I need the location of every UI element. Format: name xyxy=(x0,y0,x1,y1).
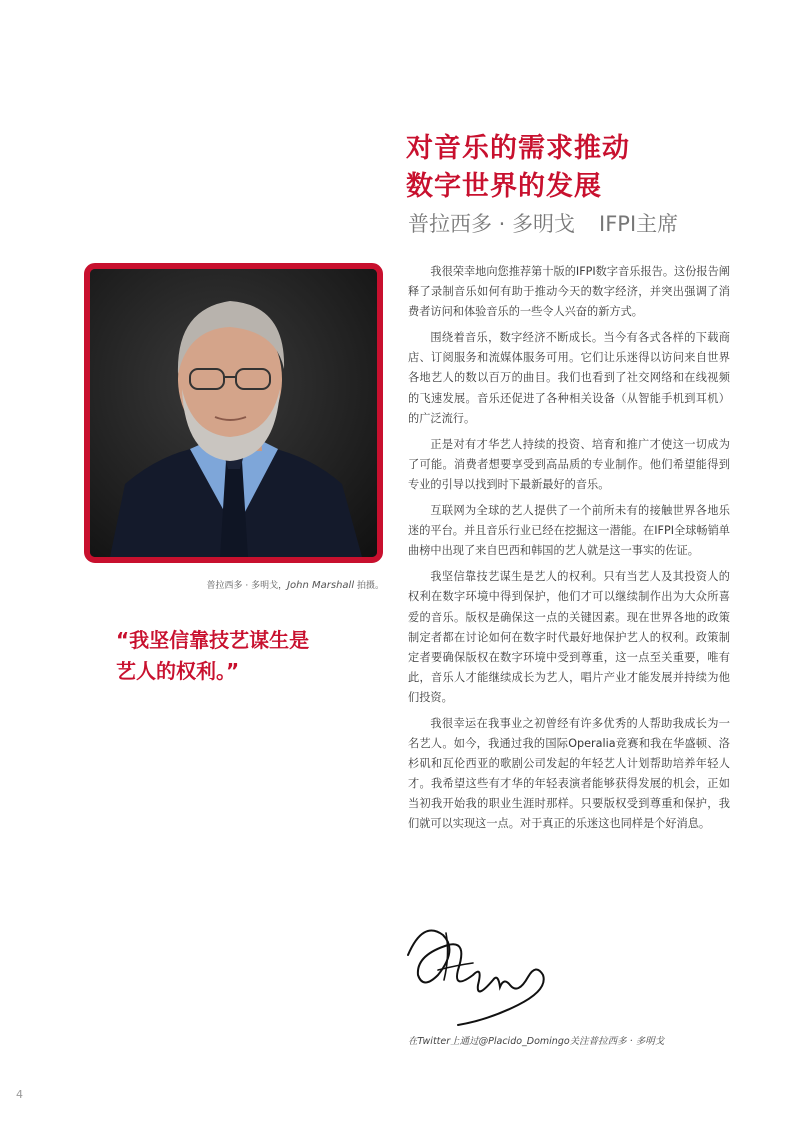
body-paragraph: 我坚信靠技艺谋生是艺人的权利。只有当艺人及其投资人的权利在数字环境中得到保护，他们才可以继续制作出为大众所喜爱的音乐。版权是确保这一点的关键因素。现在世界各地的政策制定者都在讨论如何在数字时代最好地保护艺人的权利。政策制定者要确保版权在数字环境中受到尊重，这一点至关重要，唯有此，音乐人才能继续成长为艺人，唱片产业才能发展并持续为他们投资。 xyxy=(408,570,730,704)
photo-caption xyxy=(172,578,384,591)
page-number: 4 xyxy=(16,1088,23,1101)
photo-credit: John Marshall xyxy=(287,580,355,591)
pull-quote xyxy=(116,625,386,687)
author-portrait xyxy=(84,263,383,563)
pull-quote-line-1: “我坚信靠技艺谋生是 xyxy=(116,628,310,652)
body-paragraph: 我很幸运在我事业之初曾经有许多优秀的人帮助我成长为一名艺人。如今，我通过我的国际Operalia竞赛和我在华盛顿、洛杉矶和瓦伦西亚的歌剧公司发起的年轻艺人计划帮助培养年轻人才。我希望这些有才华的年轻表演者能够获得发展的机会，正如当初我开始我的职业生涯时那样。只要版权受到尊重和保护，我们就可以实现这一点。对于真正的乐迷这也同样是个好消息。 xyxy=(408,716,730,831)
handwritten-signature xyxy=(398,915,558,1030)
body-paragraph: 我很荣幸地向您推荐第十版的IFPI数字音乐报告。这份报告阐释了录制音乐如何有助于推动今天的数字经济，并突出强调了消费者访问和体验音乐的一些令人兴奋的新方式。 xyxy=(408,265,730,319)
author-name: 普拉西多 · 多明戈 xyxy=(408,212,576,236)
title-line-2: 数字世界的发展 xyxy=(406,171,602,202)
twitter-follow-note: 在Twitter上通过@Placido_Domingo关注普拉西多 · 多明戈 xyxy=(408,1036,665,1047)
caption-suffix: 拍摄。 xyxy=(354,581,384,591)
title-line-1: 对音乐的需求推动 xyxy=(406,133,630,164)
caption-text: 普拉西多 · 多明戈， xyxy=(206,581,288,591)
byline xyxy=(408,208,678,238)
body-paragraph: 围绕着音乐，数字经济不断成长。当今有各式各样的下载商店、订阅服务和流媒体服务可用。它们让乐迷得以访问来自世界各地艺人的数以百万的曲目。我们也看到了社交网络和在线视频的飞速发展。音乐还促进了各种相关设备（从智能手机到耳机）的广泛流行。 xyxy=(408,331,730,425)
pull-quote-line-2: 艺人的权利。” xyxy=(116,659,240,683)
article-title xyxy=(406,130,766,206)
body-paragraph: 正是对有才华艺人持续的投资、培育和推广才使这一切成为了可能。消费者想要享受到高品质的专业制作。他们希望能得到专业的引导以找到时下最新最好的音乐。 xyxy=(408,437,730,491)
signature-drawing xyxy=(398,915,558,1030)
body-paragraph: 互联网为全球的艺人提供了一个前所未有的接触世界各地乐迷的平台。并且音乐行业已经在挖掘这一潜能。在IFPI全球畅销单曲榜中出现了来自巴西和韩国的艺人就是这一事实的佐证。 xyxy=(408,504,730,558)
author-role: IFPI主席 xyxy=(599,212,679,236)
portrait-illustration xyxy=(90,269,377,557)
article-body xyxy=(408,262,730,841)
